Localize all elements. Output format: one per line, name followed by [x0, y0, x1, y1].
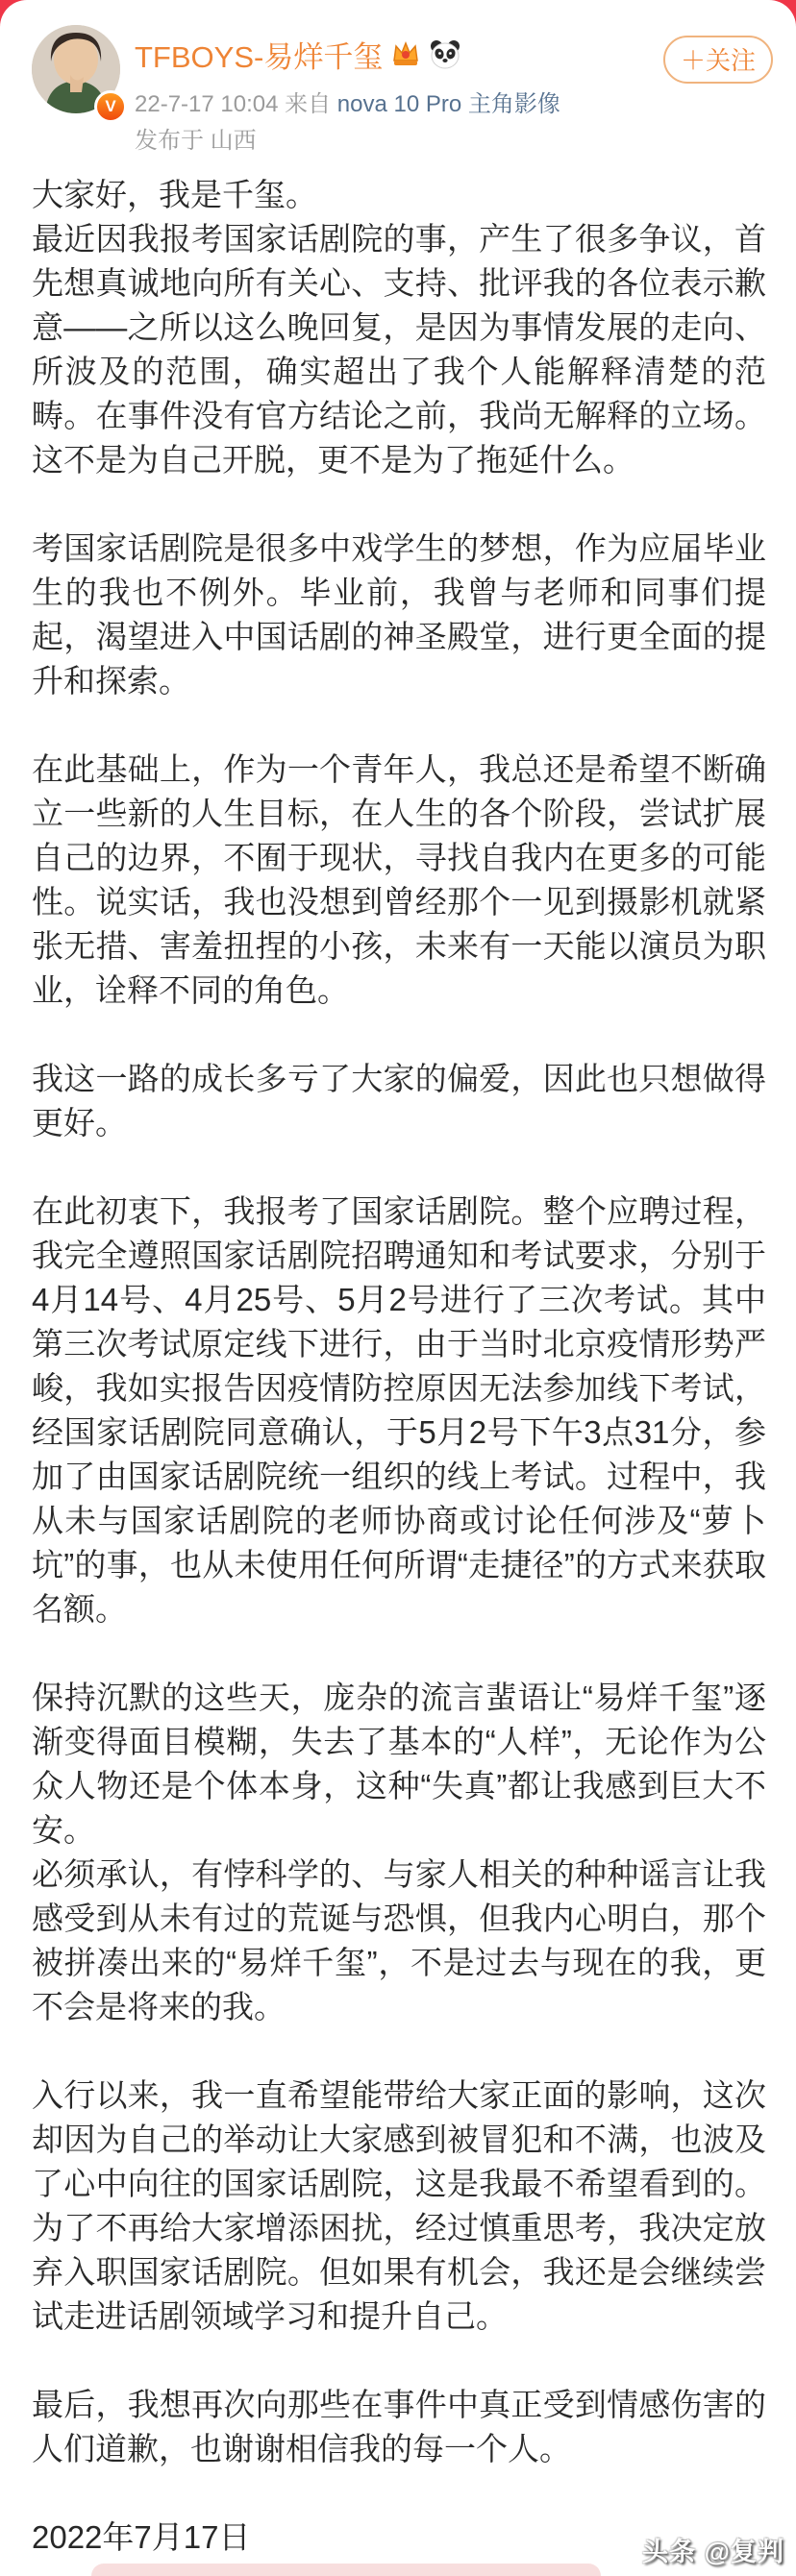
- paragraph: 必须承认，有悖科学的、与家人相关的种种谣言让我感受到从未有过的荒诞与恐惧，但我内心明白，那个被拼凑出来的“易烊千玺”，不是过去与现在的我，更不会是将来的我。: [32, 1856, 766, 2024]
- paragraph: 入行以来，我一直希望能带给大家正面的影响，这次却因为自己的举动让大家感到被冒犯和不满，也波及了心中向往的国家话剧院，这是我最不希望看到的。为了不再给大家增添困扰，经过慎重思考，我决定放弃入职国家话剧院。但如果有机会，我还是会继续尝试走进话剧领域学习和提升自己。: [32, 2077, 766, 2334]
- source-device-link[interactable]: nova 10 Pro 主角影像: [336, 91, 560, 117]
- paragraph: 考国家话剧院是很多中戏学生的梦想，作为应届毕业生的我也不例外。毕业前，我曾与老师和同事们提起，渴望进入中国话剧的神圣殿堂，进行更全面的提升和探索。: [32, 530, 766, 699]
- username[interactable]: [135, 33, 461, 76]
- paragraph: 保持沉默的这些天，庞杂的流言蜚语让“易烊千玺”逐渐变得面目模糊，失去了基本的“人样”，无论作为公众人物还是个体本身，这种“失真”都让我感到巨大不安。: [32, 1680, 766, 1848]
- username-text: TFBOYS-易烊千玺: [135, 40, 384, 74]
- toutiao-watermark: 头条 @复判: [642, 2538, 784, 2566]
- paragraph: 我这一路的成长多亏了大家的偏爱，因此也只想做得更好。: [32, 1061, 766, 1141]
- post-meta-line: [135, 85, 560, 118]
- bottom-partial-card: [91, 2564, 601, 2576]
- source-prefix: 来自: [285, 91, 332, 117]
- post-location: 发布于 山西: [135, 128, 257, 154]
- paragraph: 在此初衷下，我报考了国家话剧院。整个应聘过程，我完全遵照国家话剧院招聘通知和考试要求，分别于4月14号、4月25号、5月2号进行了三次考试。其中第三次考试原定线下进行，由于当时北京疫情形势严峻，我如实报告因疫情防控原因无法参加线下考试，经国家话剧院同意确认，于5月2号下午3点31分，参加了由国家话剧院统一组织的线上考试。过程中，我从未与国家话剧院的老师协商或讨论任何涉及“萝卜坑”的事，也从未使用任何所谓“走捷径”的方式来获取名额。: [32, 1193, 766, 1627]
- paragraph: 最后，我想再次向那些在事件中真正受到情感伤害的人们道歉，也谢谢相信我的每一个人。: [32, 2387, 766, 2466]
- paragraph-date: 2022年7月17日: [32, 2519, 251, 2555]
- vip-crown-icon: [390, 40, 421, 69]
- panda-emoji-icon: [429, 39, 461, 70]
- paragraph: 大家好，我是千玺。: [32, 177, 317, 212]
- verified-v-badge: V: [94, 90, 127, 123]
- timestamp: 22-7-17 10:04: [135, 91, 279, 117]
- post-text: [32, 173, 766, 2560]
- follow-button[interactable]: ＋关注: [663, 36, 773, 84]
- paragraph: 在此基础上，作为一个青年人，我总还是希望不断确立一些新的人生目标，在人生的各个阶段，尝试扩展自己的边界，不囿于现状，寻找自我内在更多的可能性。说实话，我也没想到曾经那个一见到摄影机就紧张无措、害羞扭捏的小孩，未来有一天能以演员为职业，诠释不同的角色。: [32, 751, 766, 1008]
- paragraph: 最近因我报考国家话剧院的事，产生了很多争议，首先想真诚地向所有关心、支持、批评我的各位表示歉意——之所以这么晚回复，是因为事情发展的走向、所波及的范围，确实超出了我个人能解释清楚的范畴。在事件没有官方结论之前，我尚无解释的立场。这不是为自己开脱，更不是为了拖延什么。: [32, 221, 766, 478]
